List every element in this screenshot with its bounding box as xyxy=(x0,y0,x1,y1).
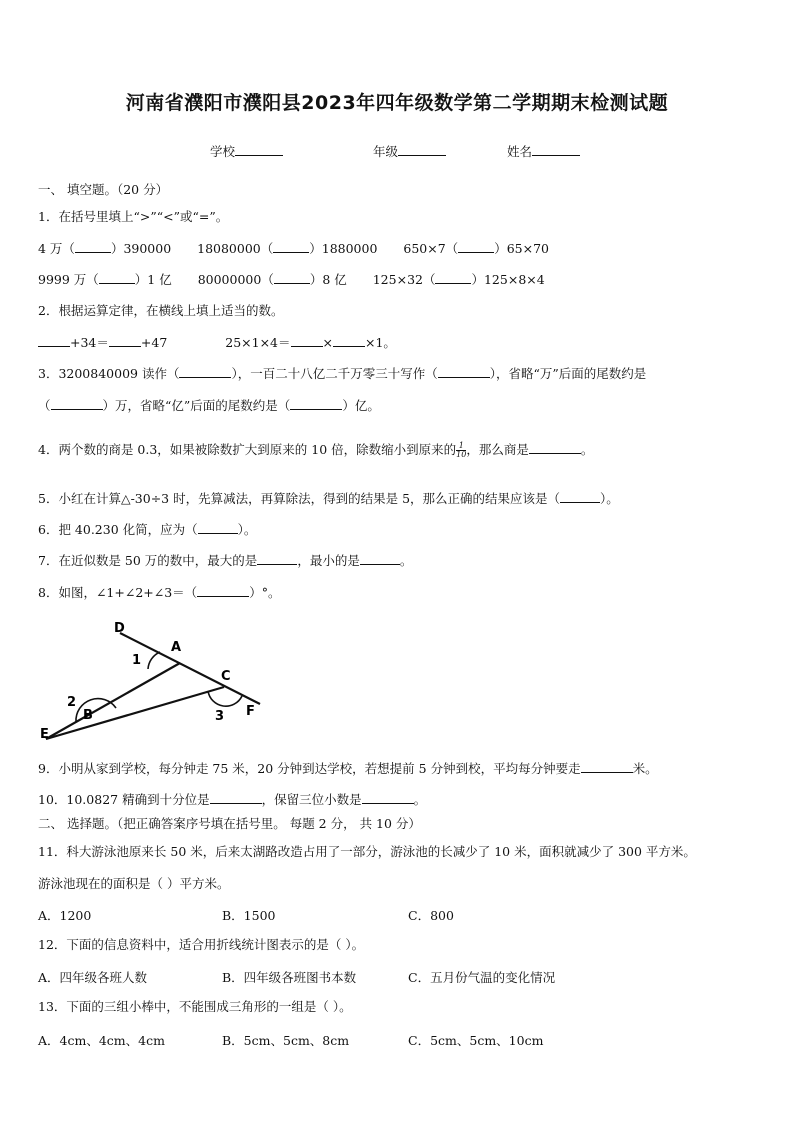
q11-option-b[interactable]: B．1500 xyxy=(222,908,276,923)
q13-option-b[interactable]: B．5cm、5cm、8cm xyxy=(222,1033,350,1048)
q5-a: 5．小红在计算△-30÷3 时，先算减法，再算除法，得到的结果是 5，那么正确的结果应该是（ xyxy=(38,491,561,506)
q10-a: 10．10.0827 精确到十分位是 xyxy=(38,792,210,807)
q1-r1-c2: ）65×70 xyxy=(494,241,549,256)
q12-option-c[interactable]: C．五月份气温的变化情况 xyxy=(408,970,556,985)
q1-r1-a-blank[interactable] xyxy=(75,240,111,253)
q1-r1-b1: 18080000（ xyxy=(197,241,274,256)
q10-b: ，保留三位小数是 xyxy=(261,792,362,807)
q1-r1-b2: ）1880000 xyxy=(309,241,378,256)
label-E: E xyxy=(40,727,49,742)
q2-blank-4[interactable] xyxy=(333,334,365,347)
q3-l1a: 3．3200840009 读作（ xyxy=(38,366,180,381)
q1-r1-a1: 4 万（ xyxy=(38,241,75,256)
q3-blank-3[interactable] xyxy=(51,397,103,410)
angle-1-arc xyxy=(148,652,160,669)
q8-b: ）°。 xyxy=(249,585,281,600)
q4-blank[interactable] xyxy=(529,441,581,454)
q4-frac-num: 1 xyxy=(456,442,466,451)
q3-l1c: ），省略“万”后面的尾数约是 xyxy=(489,366,647,381)
q9-blank[interactable] xyxy=(581,760,633,773)
q7-a: 7．在近似数是 50 万的数中，最大的是 xyxy=(38,553,258,568)
q3-line2 xyxy=(38,397,380,414)
q13-stem: 13．下面的三组小棒中，不能围成三角形的一组是（ ）。 xyxy=(38,999,352,1014)
q3-blank-2[interactable] xyxy=(438,365,490,378)
q3-l2a: （ xyxy=(38,398,51,413)
section2-heading: 二、 选择题。（把正确答案序号填在括号里。 每题 2 分， 共 10 分） xyxy=(38,816,421,831)
q10-c: 。 xyxy=(413,792,427,807)
exam-title: 河南省濮阳市濮阳县2023年四年级数学第二学期期末检测试题 xyxy=(125,92,669,114)
line-DF xyxy=(120,633,260,704)
q7-c: 。 xyxy=(399,553,413,568)
q2-blank-1[interactable] xyxy=(38,334,70,347)
q1-r1-b-blank[interactable] xyxy=(273,240,309,253)
q9-b: 米。 xyxy=(632,761,658,776)
q3-l2c: ）亿。 xyxy=(342,398,380,413)
q13-option-c[interactable]: C．5cm、5cm、10cm xyxy=(408,1033,544,1048)
grade-label: 年级 xyxy=(373,144,399,159)
q1-r2-b2: ）8 亿 xyxy=(309,272,347,287)
q5-blank[interactable] xyxy=(560,490,600,503)
q1-r2-a-blank[interactable] xyxy=(99,271,135,284)
q6-line xyxy=(38,521,256,538)
q1-r2-b1: 80000000（ xyxy=(197,272,274,287)
q7-blank-1[interactable] xyxy=(257,552,297,565)
q9-a: 9．小明从家到学校，每分钟走 75 米，20 分钟到达学校，若想提前 5 分钟到校，平均每分钟要走 xyxy=(38,761,581,776)
school-blank[interactable] xyxy=(235,143,283,156)
q11-line2: 游泳池现在的面积是（ ）平方米。 xyxy=(38,876,230,891)
name-blank[interactable] xyxy=(532,143,580,156)
q9-line xyxy=(38,760,658,777)
q1-r2-a2: ）1 亿 xyxy=(134,272,172,287)
q2-blank-2[interactable] xyxy=(109,334,141,347)
q4-c: 。 xyxy=(580,442,594,457)
q4-frac-den: 10 xyxy=(456,450,467,459)
q13-option-a[interactable]: A．4cm、4cm、4cm xyxy=(38,1033,165,1048)
q1-r2-b-blank[interactable] xyxy=(274,271,310,284)
q1-r1-c-blank[interactable] xyxy=(458,240,494,253)
q2-stem: 2．根据运算定律，在横线上填上适当的数。 xyxy=(38,303,284,318)
label-2: 2 xyxy=(67,695,77,710)
q4-a: 4．两个数的商是 0.3，如果被除数扩大到原来的 10 倍，除数缩小到原来的 xyxy=(38,442,457,457)
q1-r2-c-blank[interactable] xyxy=(435,271,471,284)
q2-expressions xyxy=(38,334,396,351)
q7-line xyxy=(38,552,412,569)
name-field xyxy=(507,142,580,160)
grade-field xyxy=(373,142,446,160)
q1-r1-a2: ）390000 xyxy=(110,241,172,256)
q2-e2: +47 xyxy=(140,335,168,350)
q3-blank-4[interactable] xyxy=(290,397,342,410)
label-3: 3 xyxy=(215,709,225,724)
q4-b: ，那么商是 xyxy=(466,442,529,457)
name-label: 姓名 xyxy=(507,144,533,159)
label-B: B xyxy=(83,708,93,723)
q1-row2 xyxy=(38,271,545,288)
school-field xyxy=(210,142,283,160)
q3-l2b: ）万，省略“亿”后面的尾数约是（ xyxy=(102,398,291,413)
q5-b: ）。 xyxy=(600,491,619,506)
label-1: 1 xyxy=(132,653,142,668)
section1-heading: 一、 填空题。（20 分） xyxy=(38,182,169,197)
q1-r2-c2: ）125×8×4 xyxy=(471,272,545,287)
q4-line xyxy=(38,441,593,459)
q7-b: ，最小的是 xyxy=(297,553,360,568)
q11-option-c[interactable]: C．800 xyxy=(408,908,454,923)
q5-line xyxy=(38,490,619,507)
q8-line xyxy=(38,584,280,601)
q2-e1: +34＝ xyxy=(70,335,109,350)
angle-figure xyxy=(38,615,268,745)
q3-l1b: ），一百二十八亿二千万零三十写作（ xyxy=(231,366,438,381)
q6-b: ）。 xyxy=(237,522,257,537)
q8-a: 8．如图，∠1+∠2+∠3＝（ xyxy=(38,585,198,600)
q11-option-a[interactable]: A．1200 xyxy=(38,908,92,923)
grade-blank[interactable] xyxy=(398,143,446,156)
q1-r2-a1: 9999 万（ xyxy=(38,272,99,287)
q4-fraction xyxy=(456,442,466,459)
q12-stem: 12．下面的信息资料中，适合用折线统计图表示的是（ ）。 xyxy=(38,937,365,952)
q3-blank-1[interactable] xyxy=(179,365,231,378)
q8-blank[interactable] xyxy=(197,584,249,597)
label-C: C xyxy=(221,669,231,684)
school-label: 学校 xyxy=(210,144,236,159)
q6-blank[interactable] xyxy=(198,521,238,534)
q12-option-a[interactable]: A．四年级各班人数 xyxy=(38,970,148,985)
q1-r2-c1: 125×32（ xyxy=(372,272,436,287)
q2-e3: 25×1×4＝ xyxy=(225,335,291,350)
q1-stem: 1．在括号里填上“>”“<”或“=”。 xyxy=(38,209,229,224)
q1-r1-c1: 650×7（ xyxy=(403,241,459,256)
label-A: A xyxy=(171,640,182,655)
label-D: D xyxy=(114,621,125,636)
q11-line1: 11．科大游泳池原来长 50 米，后来太湖路改造占用了一部分，游泳池的长减少了 10 米，面积就减少了 300 平方米。 xyxy=(38,844,696,859)
q2-e4: × xyxy=(322,335,333,350)
q10-line xyxy=(38,791,426,808)
q10-blank-2[interactable] xyxy=(362,791,414,804)
label-F: F xyxy=(246,704,255,719)
q7-blank-2[interactable] xyxy=(360,552,400,565)
q1-row1 xyxy=(38,240,549,257)
q3-line1 xyxy=(38,365,646,382)
q2-e5: ×1。 xyxy=(365,335,396,350)
q10-blank-1[interactable] xyxy=(210,791,262,804)
angle-diagram xyxy=(38,615,268,745)
q6-a: 6．把 40.230 化简，应为（ xyxy=(38,522,198,537)
q2-blank-3[interactable] xyxy=(291,334,323,347)
q12-option-b[interactable]: B．四年级各班图书本数 xyxy=(222,970,357,985)
